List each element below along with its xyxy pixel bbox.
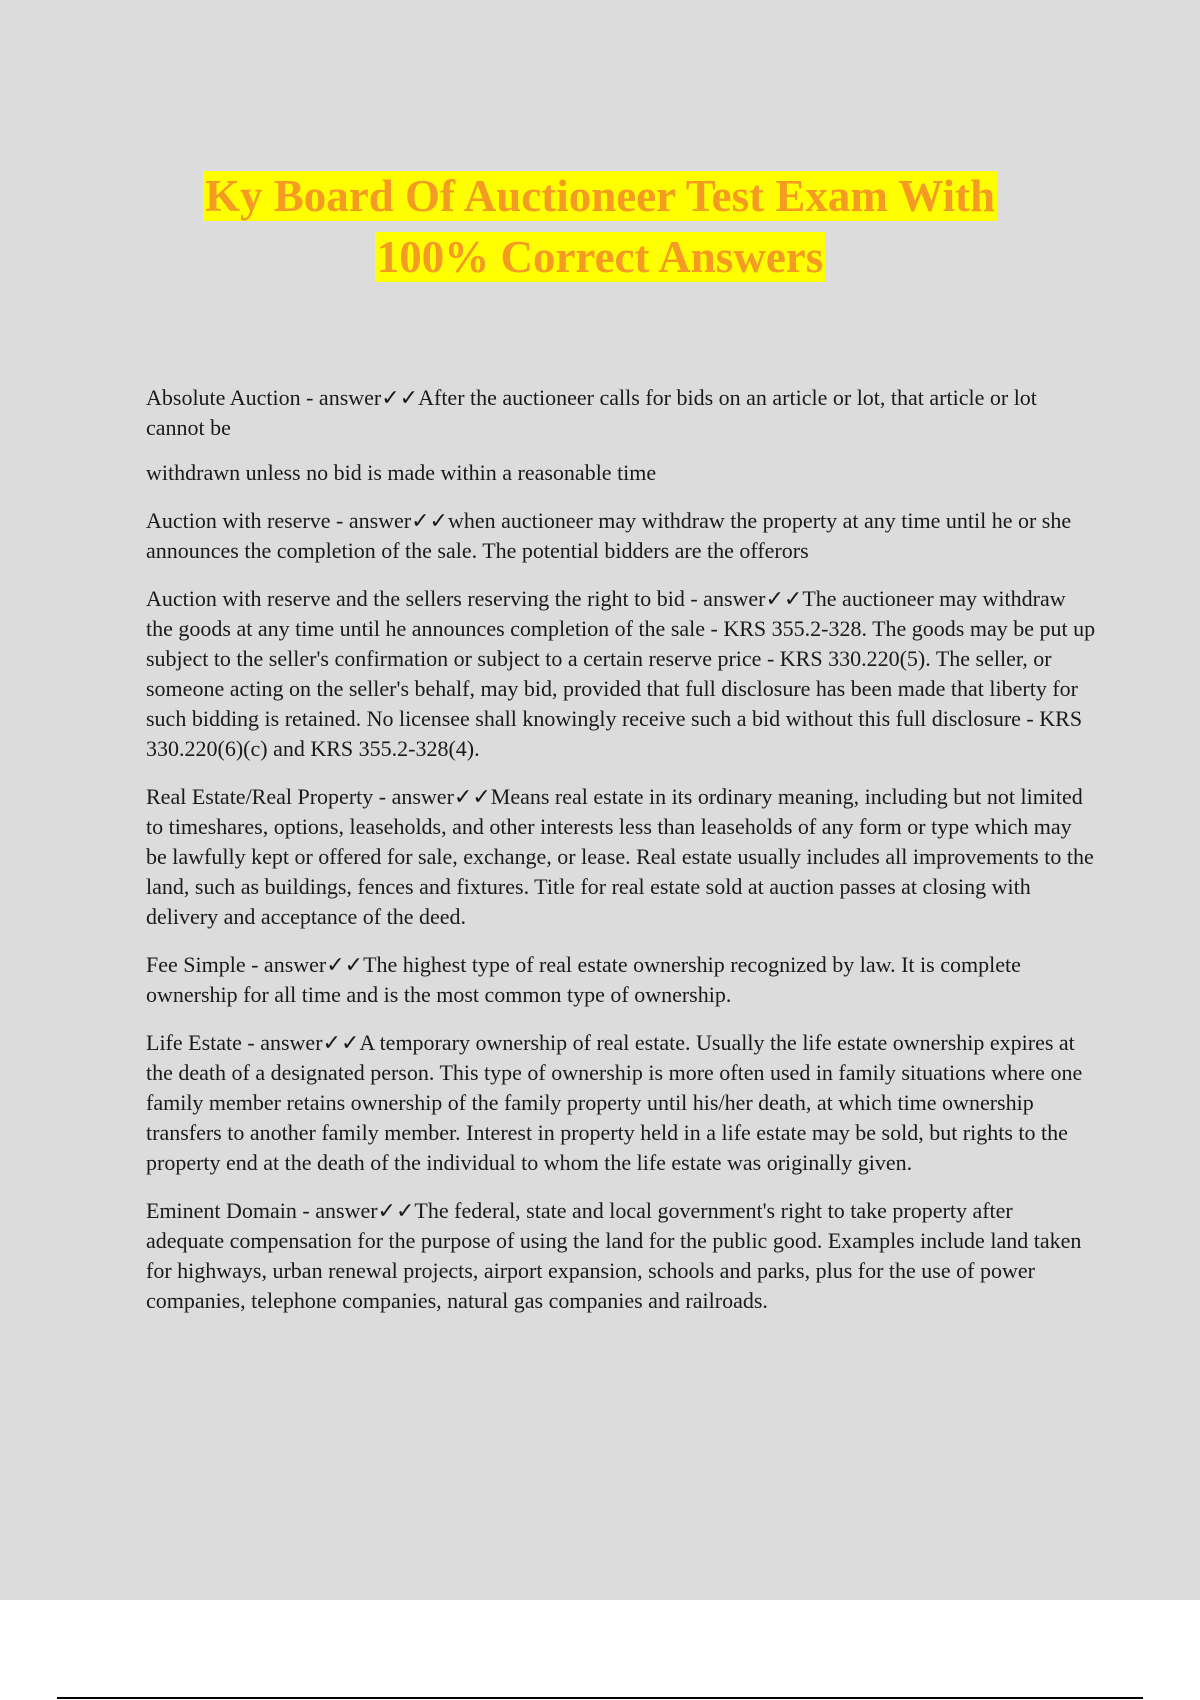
entry-auction-with-reserve-seller-bid: Auction with reserve and the sellers reserving the right to bid - answer✓✓The auctioneer may withdraw the goods at any time until he announces completion of the sale - KRS 355.2-328. The goods may be put up subject to the seller's confirmation or subject to a certain reserve price - KRS 330.220(5). The seller, or someone acting on the seller's behalf, may bid, provided that full disclosure has been made that liberty for such bidding is retained. No licensee shall knowingly receive such a bid without this full disclosure - KRS 330.220(6)(c) and KRS 355.2-328(4).	[146, 586, 1096, 761]
entry-absolute-auction: Absolute Auction - answer✓✓After the auctioneer calls for bids on an article or lot, that article or lot cannot be	[146, 385, 1037, 440]
entry-fee-simple: Fee Simple - answer✓✓The highest type of real estate ownership recognized by law. It is complete ownership for all time and is the most common type of ownership.	[146, 952, 1021, 1007]
title-line-2: 100% Correct Answers	[376, 232, 824, 282]
document-body	[146, 383, 1096, 1334]
title-line-1: Ky Board Of Auctioneer Test Exam With	[204, 171, 996, 221]
entry-eminent-domain: Eminent Domain - answer✓✓The federal, state and local government's right to take property after adequate compensation for the purpose of using the land for the public good. Examples include land taken for highways, urban renewal projects, airport expansion, schools and parks, plus for the use of power companies, telephone companies, natural gas companies and railroads.	[146, 1198, 1082, 1313]
entry-real-estate: Real Estate/Real Property - answer✓✓Means real estate in its ordinary meaning, including but not limited to timeshares, options, leaseholds, and other interests less than leaseholds of any form or type which may be lawfully kept or offered for sale, exchange, or lease. Real estate usually includes all improvements to the land, such as buildings, fences and fixtures. Title for real estate sold at auction passes at closing with delivery and acceptance of the deed.	[146, 784, 1094, 929]
entry-auction-with-reserve: Auction with reserve - answer✓✓when auctioneer may withdraw the property at any time until he or she announces the completion of the sale. The potential bidders are the offerors	[146, 508, 1072, 563]
entry-life-estate: Life Estate - answer✓✓A temporary ownership of real estate. Usually the life estate ownership expires at the death of a designated person. This type of ownership is more often used in family situations where one family member retains ownership of the family property until his/her death, at which time ownership transfers to another family member. Interest in property held in a life estate may be sold, but rights to the property end at the death of the individual to whom the life estate was originally given.	[146, 1030, 1083, 1175]
bottom-divider	[57, 1697, 1143, 1699]
document-title	[100, 166, 1100, 288]
entry-absolute-auction-continued: withdrawn unless no bid is made within a reasonable time	[146, 460, 657, 485]
